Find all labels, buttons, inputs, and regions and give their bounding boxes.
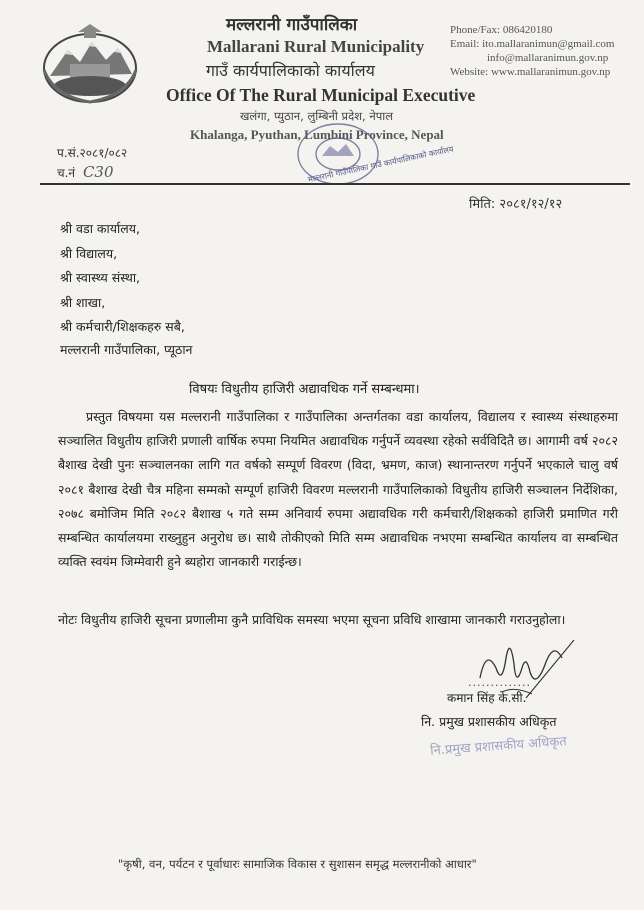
signature-line: ..............	[468, 676, 531, 689]
addressee-line: श्री विद्यालय,	[60, 246, 118, 261]
footer-motto: "कृषी, वन, पर्यटन र पूर्वाधारः सामाजिक विकास र सुशासन समृद्ध मल्लरानीको आधार"	[118, 857, 477, 871]
address-english: Khalanga, Pyuthan, Lumbini Province, Nepal	[190, 127, 444, 142]
municipality-name-devanagari: मल्लरानी गाउँपालिका	[226, 15, 358, 35]
phone-fax: Phone/Fax: 086420180	[450, 24, 553, 36]
address-devanagari: खलंगा, प्युठान, लुम्बिनी प्रदेश, नेपाल	[240, 109, 394, 123]
seal-text: मल्लरानी गाउँपालिका गाउँ कार्यपालिकाको कार्यालय	[307, 144, 455, 185]
dispatch-number	[57, 163, 114, 181]
dispatch-label: च.नं	[57, 166, 76, 180]
letter-subject: विषयः विधुतीय हाजिरी अद्यावधिक गर्ने सम्बन्धमा।	[189, 382, 420, 397]
signatory-title: नि. प्रमुख प्रशासकीय अधिकृत	[421, 714, 557, 729]
letter-date: मिति: २०८१/१२/१२	[469, 197, 563, 212]
letter-body: प्रस्तुत विषयमा यस मल्लरानी गाउँपालिका र गाउँपालिका अन्तर्गतका वडा कार्यालय, विद्यालय र स्वास्थ्य संस्थाहरुमा सञ्चालित विधुतीय हाजिरी प्रणाली वार्षिक रुपमा नियमित अद्यावधिक गर्नुपर्ने व्यवस्था रहेको सर्वविदितै छ। आगामी वर्ष २०८२ बैशाख देखी पुनः सञ्चालनका लागि गत वर्षको सम्पूर्ण विवरण (विदा, भ्रमण, काज) स्थानान्तरण गर्नुपर्ने भएकाले चालु वर्ष २०८१ बैशाख देखी चैत्र महिना सम्मको सम्पूर्ण हाजिरी विवरण मल्लरानी गाउँपालिकाको विधुतीय हाजिरी सञ्चालन निर्देशिका, २०७८ बमोजिम मिति २०८२ बैशाख ५ गते सम्म अनिवार्य रुपमा अद्यावधिक गरी कर्मचारी/शिक्षकको हाजिरी प्रमाणित गरी सम्बन्धित कार्यालयमा राख्नुहुन अनुरोध छ। साथै तोकीएको मिति सम्म अद्यावधिक नभएमा सम्बन्धित कार्यालय वा सम्बन्धित व्यक्ति स्वयंम जिम्मेवारी हुने ब्यहोरा जानकारी गराईन्छ।	[58, 409, 618, 570]
reference-number: प.सं.२०८१/०८२	[57, 146, 128, 160]
addressee-line: श्री वडा कार्यालय,	[60, 221, 140, 236]
letterhead-divider	[40, 183, 630, 185]
municipality-name-english: Mallarani Rural Municipality	[207, 37, 425, 56]
email-primary: Email: ito.mallaranimun@gmail.com	[450, 38, 615, 50]
letter-note: नोटः विधुतीय हाजिरी सूचना प्रणालीमा कुनै प्राविधिक समस्या भएमा सूचना प्रविधि शाखामा जानकारी गराउनुहोला।	[58, 612, 566, 627]
office-name-devanagari: गाउँ कार्यपालिकाको कार्यालय	[206, 61, 375, 80]
addressee-line: श्री कर्मचारी/शिक्षकहरु सबै,	[60, 319, 185, 334]
dispatch-value: C30	[82, 163, 114, 181]
website: Website: www.mallaranimun.gov.np	[450, 66, 611, 78]
addressee-line: श्री शाखा,	[60, 295, 106, 310]
addressee-line: मल्लरानी गाउँपालिका, प्यूठान	[60, 342, 193, 357]
municipality-emblem	[40, 24, 140, 106]
office-name-english: Office Of The Rural Municipal Executive	[166, 85, 476, 105]
designation-stamp: नि.प्रमुख प्रशासकीय अधिकृत	[429, 734, 568, 759]
addressee-line: श्री स्वास्थ्य संस्था,	[60, 270, 141, 285]
signatory-name: कमान सिंह के.सी.	[447, 691, 527, 705]
email-secondary: info@mallaranimun.gov.np	[487, 52, 609, 64]
